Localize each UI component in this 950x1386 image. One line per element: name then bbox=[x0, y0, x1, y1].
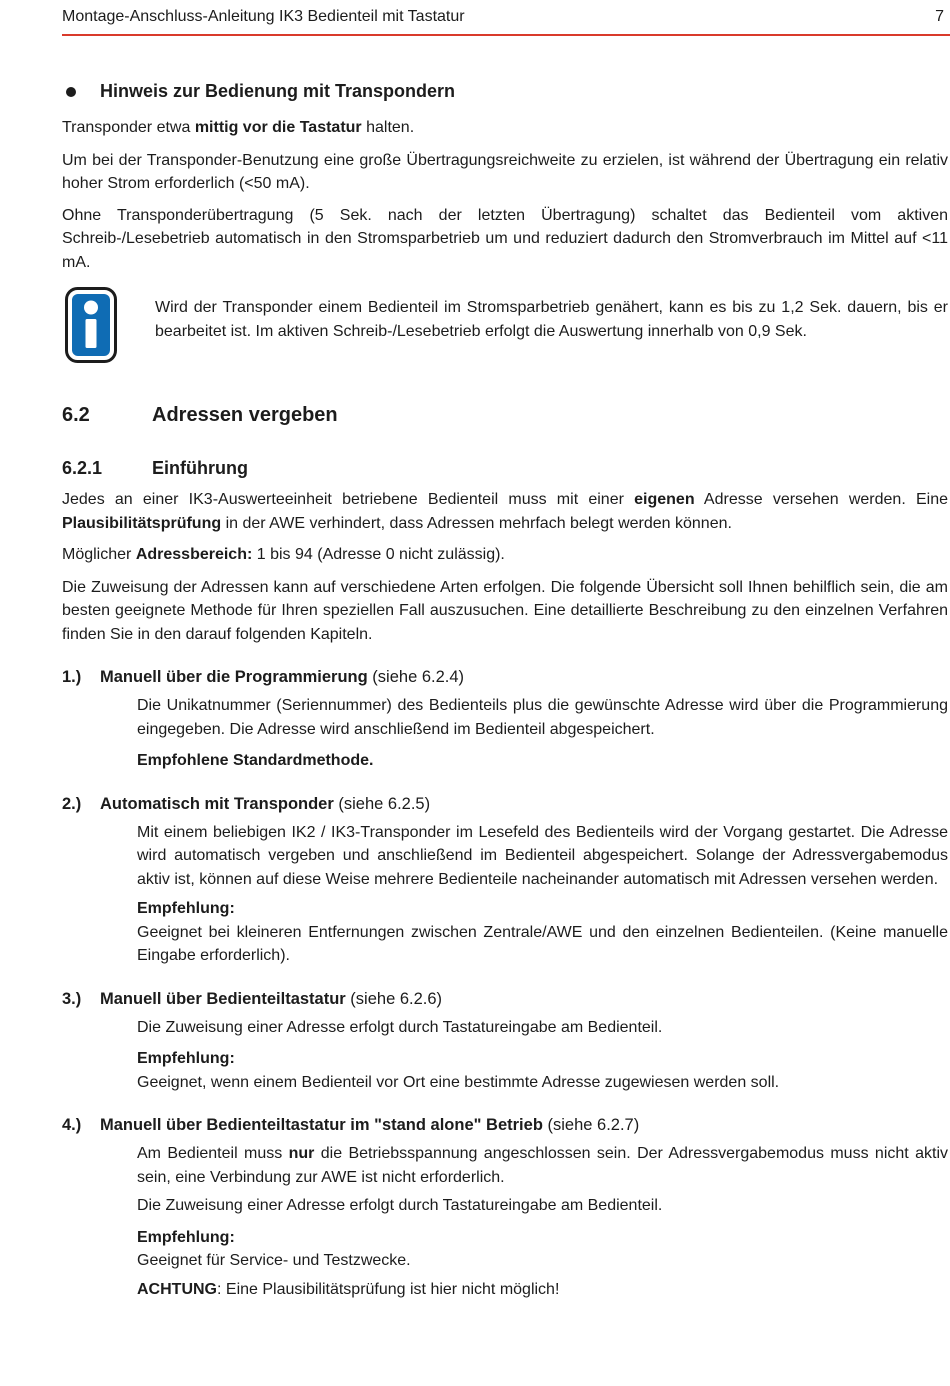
method-3-recommendation-text: Geeignet, wenn einem Bedienteil vor Ort eine bestimmte Adresse zugewiesen werden soll. bbox=[137, 1073, 780, 1091]
info-note bbox=[62, 287, 948, 363]
info-note-text: Wird der Transponder einem Bedienteil im Stromsparbetrieb genähert, kann es bis zu 1,2 Sek. dauern, bis er bearbeitet ist. Im aktiven Schreib-/Lesebetrieb erfolgt die Auswertung innerhalb von 0,9 Sek. bbox=[155, 299, 948, 340]
method-2-title: Automatisch mit Transponder (siehe 6.2.5) bbox=[100, 794, 431, 813]
paragraph-uebersicht: Die Zuweisung der Adressen kann auf verschiedene Arten erfolgen. Die folgende Übersicht soll Ihnen behilflich sein, die am besten geeignete Methode für Ihren speziellen Fall auszusuchen. Eine detaillierte Beschreibung zu den einzelnen Verfahren finden Sie in den darauf folgenden Kapiteln. bbox=[62, 578, 948, 643]
paragraph-transponder-halten: Transponder etwa mittig vor die Tastatur halten. bbox=[62, 119, 415, 136]
method-2 bbox=[62, 793, 948, 968]
section-title: Adressen vergeben bbox=[152, 404, 338, 426]
section-number: 6.2 bbox=[62, 404, 90, 426]
method-3-body bbox=[137, 1016, 948, 1095]
method-4-description-2: Die Zuweisung einer Adresse erfolgt durch Tastatureingabe am Bedienteil. bbox=[137, 1197, 663, 1214]
method-4-recommendation-text: Geeignet für Service- und Testzwecke. bbox=[137, 1252, 411, 1269]
paragraph-eigene-adresse: Jedes an einer IK3-Auswerteeinheit betriebene Bedienteil muss mit einer eigenen Adresse versehen werden. Eine Plausibilitätsprüfung in der AWE verhindert, dass Adressen mehrfach belegt werden können. bbox=[62, 491, 949, 532]
method-4-description: Am Bedienteil muss nur die Betriebsspannung angeschlossen sein. Der Adressvergabemodus muss nicht aktiv sein, eine Verbindung zur AWE ist nicht erforderlich. bbox=[137, 1145, 948, 1186]
method-4-body bbox=[137, 1142, 948, 1301]
method-1 bbox=[62, 666, 948, 773]
subsection-number: 6.2.1 bbox=[62, 458, 103, 478]
method-1-number: 1.) bbox=[62, 668, 82, 686]
method-4-warning: ACHTUNG: Eine Plausibilitätsprüfung ist hier nicht möglich! bbox=[137, 1280, 560, 1298]
note-section-heading bbox=[62, 80, 948, 103]
method-2-recommendation-label: Empfehlung: bbox=[137, 900, 235, 917]
method-1-title: Manuell über die Programmierung (siehe 6.2.4) bbox=[100, 668, 465, 686]
method-2-heading bbox=[62, 793, 948, 816]
method-2-body bbox=[137, 821, 948, 968]
info-icon bbox=[65, 287, 117, 363]
method-3-recommendation-label: Empfehlung: bbox=[137, 1050, 235, 1067]
method-1-description: Die Unikatnummer (Seriennummer) des Bedienteils plus die gewünschte Adresse wird über die Programmierung eingegeben. Die Adresse wird anschließend im Bedienteil abgespeichert. bbox=[137, 697, 948, 738]
method-2-recommendation-text: Geeignet bei kleineren Entfernungen zwischen Zentrale/AWE und den einzelnen Bedienteilen. (Keine manuelle Eingabe erforderlich). bbox=[137, 923, 948, 964]
subsection-title: Einführung bbox=[152, 458, 248, 478]
bullet-icon bbox=[66, 87, 76, 97]
paragraph-adressbereich: Möglicher Adressbereich: 1 bis 94 (Adresse 0 nicht zulässig). bbox=[62, 546, 505, 563]
method-4 bbox=[62, 1114, 948, 1301]
method-2-number: 2.) bbox=[62, 794, 82, 813]
method-4-recommendation-label: Empfehlung: bbox=[137, 1228, 235, 1246]
paragraph-stromsparbetrieb: Ohne Transponderübertragung (5 Sek. nach der letzten Übertragung) schaltet das Bedienteil vom aktiven Schreib-/Lesebetrieb automatisch in den Stromsparbetrieb um und reduziert dadurch den Stromverbrauch im Mittel auf <11 mA. bbox=[62, 206, 948, 271]
header-title: Montage-Anschluss-Anleitung IK3 Bedienteil mit Tastatur bbox=[62, 8, 465, 25]
method-1-heading bbox=[62, 666, 948, 689]
method-1-note: Empfohlene Standardmethode. bbox=[137, 752, 374, 769]
page-header bbox=[62, 0, 950, 36]
method-3-heading bbox=[62, 988, 948, 1011]
method-4-title: Manuell über Bedienteiltastatur im "stand alone" Betrieb (siehe 6.2.7) bbox=[100, 1116, 640, 1134]
method-3-title: Manuell über Bedienteiltastatur (siehe 6.2.6) bbox=[100, 989, 443, 1008]
method-3-description: Die Zuweisung einer Adresse erfolgt durch Tastatureingabe am Bedienteil. bbox=[137, 1018, 663, 1036]
page-body bbox=[62, 80, 948, 1301]
method-3 bbox=[62, 988, 948, 1095]
section-heading-6-2 bbox=[62, 403, 948, 427]
subsection-heading-6-2-1 bbox=[62, 457, 948, 479]
method-4-heading bbox=[62, 1114, 948, 1137]
method-2-description: Mit einem beliebigen IK2 / IK3-Transponder im Lesefeld des Bedienteils wird der Vorgang gestartet. Die Adresse wird automatisch vergeben und anschließend im Bedienteil abgespeichert. Solange der Adressvergabemodus aktiv ist, können auf diese Weise mehrere Bedienteile nacheinander automatisch mit Adressen versehen werden. bbox=[137, 823, 948, 888]
note-section-heading-text: Hinweis zur Bedienung mit Transpondern bbox=[100, 81, 456, 101]
paragraph-reichweite: Um bei der Transponder-Benutzung eine große Übertragungsreichweite zu erzielen, ist während der Übertragung ein relativ hoher Strom erforderlich (<50 mA). bbox=[62, 151, 948, 192]
method-3-number: 3.) bbox=[62, 989, 82, 1008]
method-4-number: 4.) bbox=[62, 1116, 82, 1134]
method-1-body bbox=[137, 694, 948, 773]
page-number: 7 bbox=[935, 8, 944, 25]
